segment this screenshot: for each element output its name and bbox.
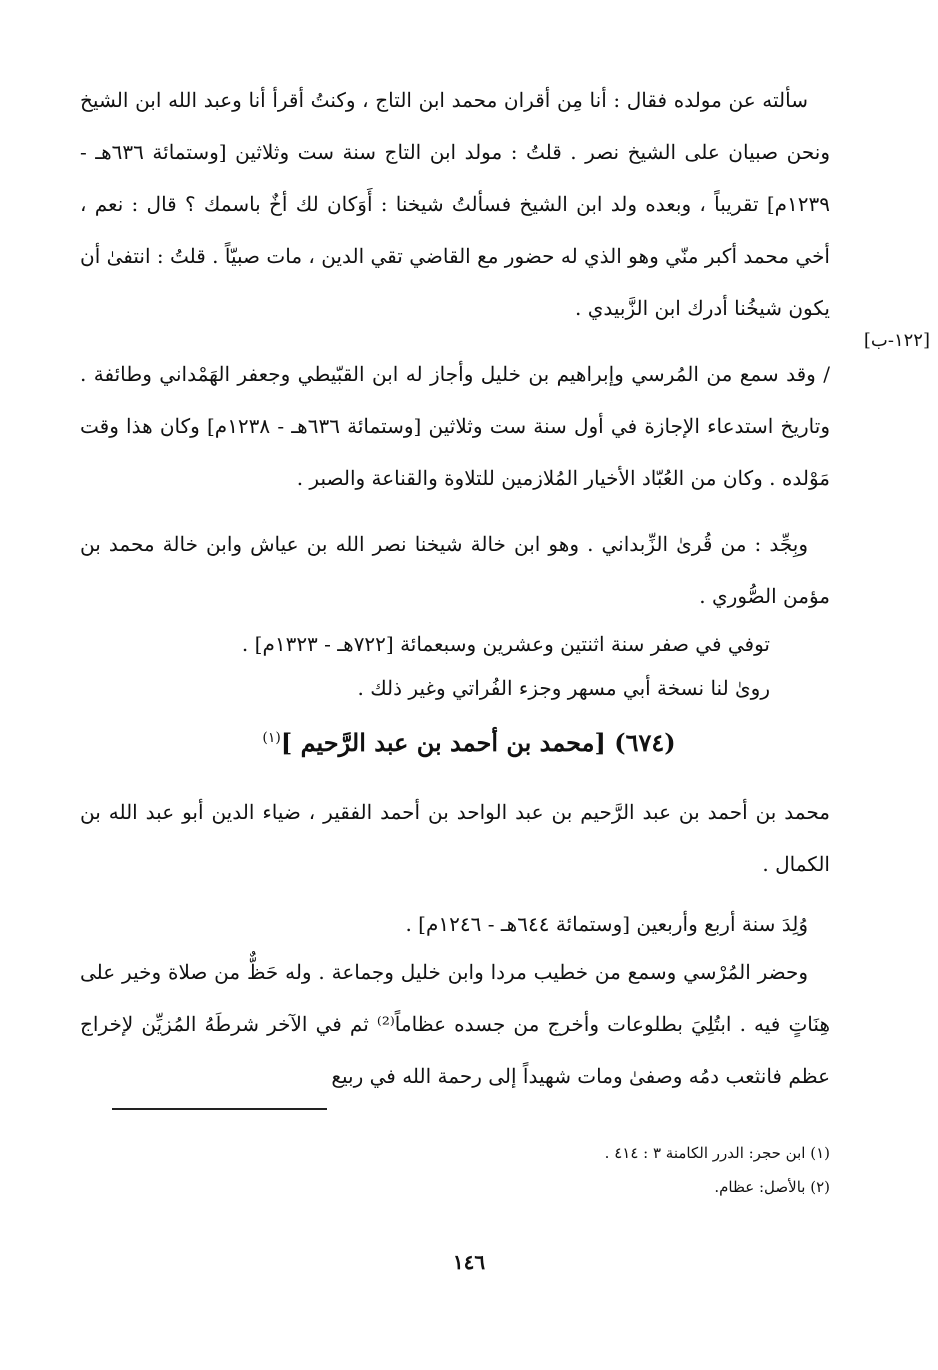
entry-heading-footnote-ref: (١) [262,730,281,746]
folio-margin-note: [١٢٢-ب] [863,330,930,351]
top-text-block [80,74,830,710]
paragraph-birth-question: سألته عن مولده فقال : أنا مِن أقران محمد ابن التاج ، وكنتُ أقرأ أنا وعبد الله ابن الشيخ ونحن صبيان على الشيخ نصر . قلتُ : مولد ابن التاج سنة ست وثلاثين [وستمائة ٦٣٦هـ - ١٢٣٩م] تقريباً ، وبعده ولد ابن الشيخ فسألتُ شيخنا : أَوَكان لك أخٌ باسمك ؟ قال : نعم ، أخي محمد أكبر منّي وهو الذي له حضور مع القاضي تقي الدين ، مات صبيّاً . قلتُ : انتفىٰ أن يكون شيخُنا أدرك ابن الزَّبيدي . [80,88,830,320]
entry-heading [0,728,938,757]
footnotes [80,1136,830,1204]
page-number: ١٤٦ [452,1250,486,1274]
bottom-text-block [80,786,830,1102]
paragraph-birth-year: وُلِدَ سنة أربع وأربعين [وستمائة ٦٤٤هـ - ١٢٤٦م] . [405,912,808,936]
paragraph-narrations: روىٰ لنا نسخة أبي مسهر وجزء الفُراتي وغير ذلك . [357,676,770,700]
paragraph-bijjid: وبِجِّد : من قُرىٰ الزِّبداني . وهو ابن خالة شيخنا نصر الله بن عياش وابن خالة محمد بن مؤمن الصُّوري . [80,532,830,608]
footnote-divider [112,1108,327,1110]
footnote-1: (١) ابن حجر: الدرر الكامنة ٣ : ٤١٤ . [604,1144,830,1162]
paragraph-death-date: توفي في صفر سنة اثنتين وعشرين وسبعمائة [٧٢٢هـ - ١٣٢٣م] . [241,632,770,656]
footnote-2: (٢) بالأصل: عظام. [714,1178,830,1196]
paragraph-hearing-and-illness: وحضر المُرْسي وسمع من خطيب مردا وابن خليل وجماعة . وله حَظٌّ من صلاة وخير على هِنَاتٍ فيه . ابتُلِيَ بطلوعات وأخرج من جسده عظاماً⁽²⁾ ثم في الآخر شرطَهُ المُزيِّن لإخراج عظم فانثعب دمُه وصفىٰ ومات شهيداً إلى رحمة الله في ربيع [80,960,830,1088]
paragraph-hearing-and-license: / وقد سمع من المُرسي وإبراهيم بن خليل وأجاز له ابن القبّيطي وجعفر الهَمْداني وطائفة . وتاريخ استدعاء الإجازة في أول سنة ست وثلاثين [وستمائة ٦٣٦هـ - ١٢٣٨م] وكان هذا وقت مَوْلده . وكان من العُبّاد الأخيار المُلازمين للتلاوة والقناعة والصبر . [80,362,830,490]
paragraph-name-lineage: محمد بن أحمد بن عبد الرَّحيم بن عبد الواحد بن أحمد الفقير ، ضياء الدين أبو عبد الله بن الكمال . [80,800,830,876]
entry-heading-title: (٦٧٤) [محمد بن أحمد بن عبد الرَّحيم ] [280,728,676,757]
